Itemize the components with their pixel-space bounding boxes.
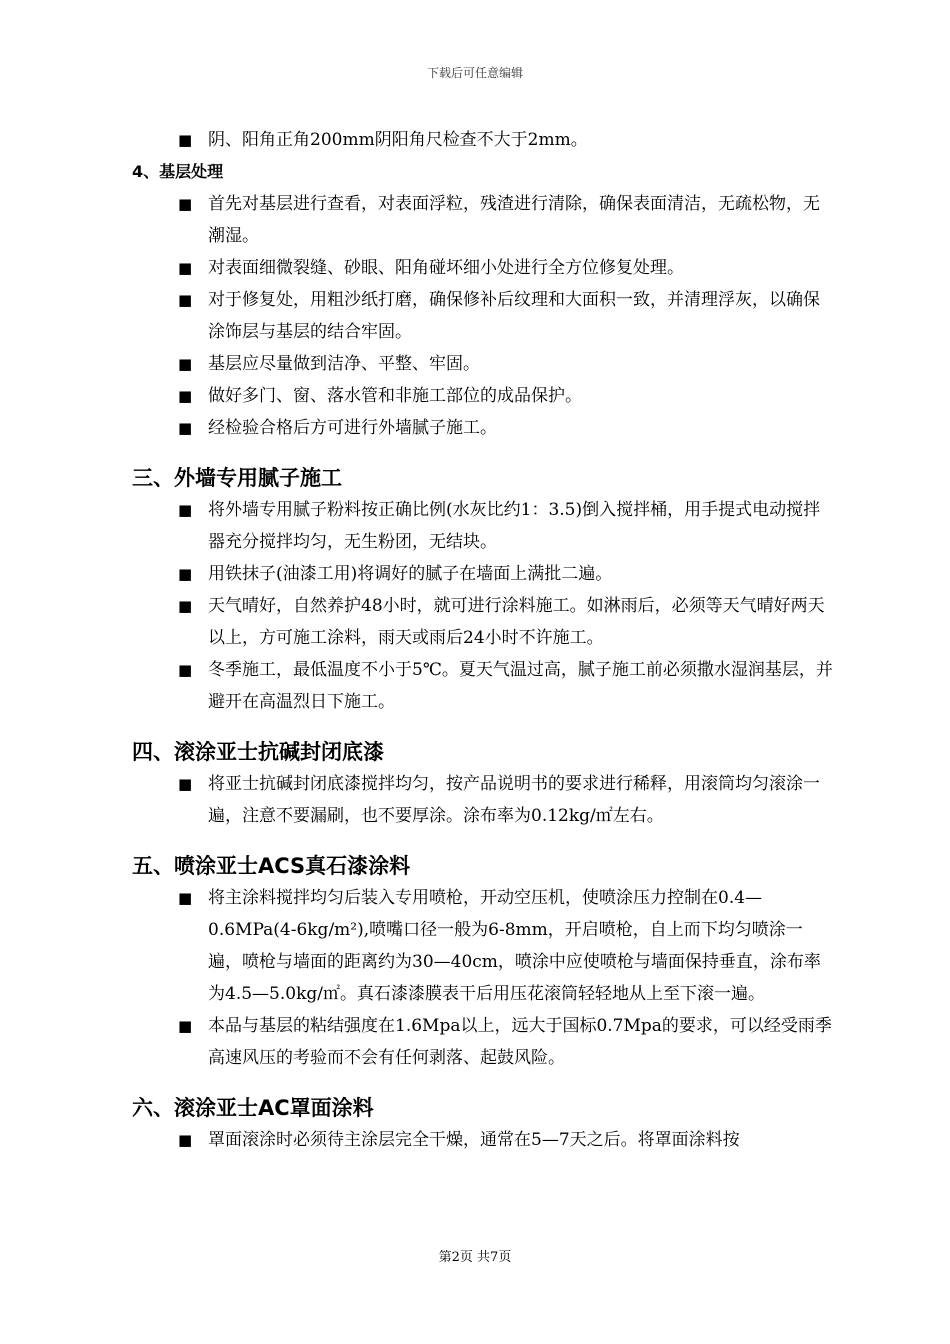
bullet-item xyxy=(178,252,836,284)
square-bullet-icon: ■ xyxy=(178,775,193,793)
bullet-item xyxy=(178,590,836,654)
bullet-item xyxy=(178,882,836,1010)
bullet-text: 阴、阳角正角200mm阴阳角尺检查不大于2mm。 xyxy=(208,130,588,150)
bullet-text: 对于修复处，用粗沙纸打磨，确保修补后纹理和大面积一致，并清理浮灰，以确保涂饰层与基层的结合牢固。 xyxy=(208,290,820,342)
bullet-text: 首先对基层进行查看，对表面浮粒，残渣进行清除，确保表面清洁，无疏松物，无潮湿。 xyxy=(208,194,820,246)
bullet-item xyxy=(178,1010,836,1074)
bullet-text: 罩面滚涂时必须待主涂层完全干燥，通常在5—7天之后。将罩面涂料按 xyxy=(208,1130,740,1150)
subsection-heading: 4、基层处理 xyxy=(132,162,224,181)
bullet-text: 基层应尽量做到洁净、平整、牢固。 xyxy=(208,354,480,374)
square-bullet-icon: ■ xyxy=(178,1017,193,1035)
square-bullet-icon: ■ xyxy=(178,597,193,615)
page-footer: 第2页 共7页 xyxy=(438,1250,512,1265)
bullet-text: 冬季施工，最低温度不小于5℃。夏天气温过高，腻子施工前必须撒水湿润基层，并避开在高温烈日下施工。 xyxy=(208,660,833,712)
bullet-text: 天气晴好，自然养护48小时，就可进行涂料施工。如淋雨后，必须等天气晴好两天以上，方可施工涂料，雨天或雨后24小时不许施工。 xyxy=(208,596,825,648)
square-bullet-icon: ■ xyxy=(178,387,193,405)
section-heading: 五、喷涂亚士ACS真石漆涂料 xyxy=(132,854,411,878)
section-heading: 三、外墙专用腻子施工 xyxy=(132,466,342,490)
square-bullet-icon: ■ xyxy=(178,355,193,373)
bullet-item xyxy=(178,558,836,590)
bullet-item xyxy=(178,494,836,558)
page-header: 下载后可任意编辑 xyxy=(426,66,523,80)
bullet-text: 经检验合格后方可进行外墙腻子施工。 xyxy=(208,418,497,438)
section-heading: 四、滚涂亚士抗碱封闭底漆 xyxy=(132,740,384,764)
square-bullet-icon: ■ xyxy=(178,195,193,213)
square-bullet-icon: ■ xyxy=(178,889,193,907)
bullet-item xyxy=(178,412,836,444)
square-bullet-icon: ■ xyxy=(178,565,193,583)
bullet-text: 对表面细微裂缝、砂眼、阳角碰坏细小处进行全方位修复处理。 xyxy=(208,258,684,278)
square-bullet-icon: ■ xyxy=(178,419,193,437)
bullet-item xyxy=(178,188,836,252)
bullet-item xyxy=(178,284,836,348)
bullet-text: 将亚士抗碱封闭底漆搅拌均匀，按产品说明书的要求进行稀释，用滚筒均匀滚涂一遍，注意不要漏刷，也不要厚涂。涂布率为0.12kg/㎡左右。 xyxy=(208,774,820,826)
square-bullet-icon: ■ xyxy=(178,259,193,277)
bullet-text: 将主涂料搅拌均匀后装入专用喷枪，开动空压机，使喷涂压力控制在0.4—0.6MPa(4-6kg/m²),喷嘴口径一般为6-8mm，开启喷枪，自上而下均匀喷涂一遍，喷枪与墙面的距离约为30—40cm，喷涂中应使喷枪与墙面保持垂直，涂布率为4.5—5.0kg/㎡。真石漆漆膜表干后用压花滚筒轻轻地从上至下滚一遍。 xyxy=(208,888,821,1004)
square-bullet-icon: ■ xyxy=(178,501,193,519)
bullet-text: 将外墙专用腻子粉料按正确比例(水灰比约1：3.5)倒入搅拌桶，用手提式电动搅拌器充分搅拌均匀，无生粉团，无结块。 xyxy=(208,500,821,552)
square-bullet-icon: ■ xyxy=(178,661,193,679)
bullet-item xyxy=(178,124,836,156)
square-bullet-icon: ■ xyxy=(178,1131,193,1149)
bullet-item xyxy=(178,380,836,412)
bullet-item xyxy=(178,348,836,380)
bullet-text: 用铁抹子(油漆工用)将调好的腻子在墙面上满批二遍。 xyxy=(208,564,613,584)
square-bullet-icon: ■ xyxy=(178,291,193,309)
bullet-text: 做好多门、窗、落水管和非施工部位的成品保护。 xyxy=(208,386,582,406)
square-bullet-icon: ■ xyxy=(178,131,193,149)
bullet-item xyxy=(178,768,836,832)
section-heading: 六、滚涂亚士AC罩面涂料 xyxy=(132,1096,374,1120)
bullet-item xyxy=(178,654,836,718)
bullet-text: 本品与基层的粘结强度在1.6Mpa以上，远大于国标0.7Mpa的要求，可以经受雨季高速风压的考验而不会有任何剥落、起鼓风险。 xyxy=(208,1016,832,1068)
document-body xyxy=(0,124,950,1156)
bullet-item xyxy=(178,1124,836,1156)
